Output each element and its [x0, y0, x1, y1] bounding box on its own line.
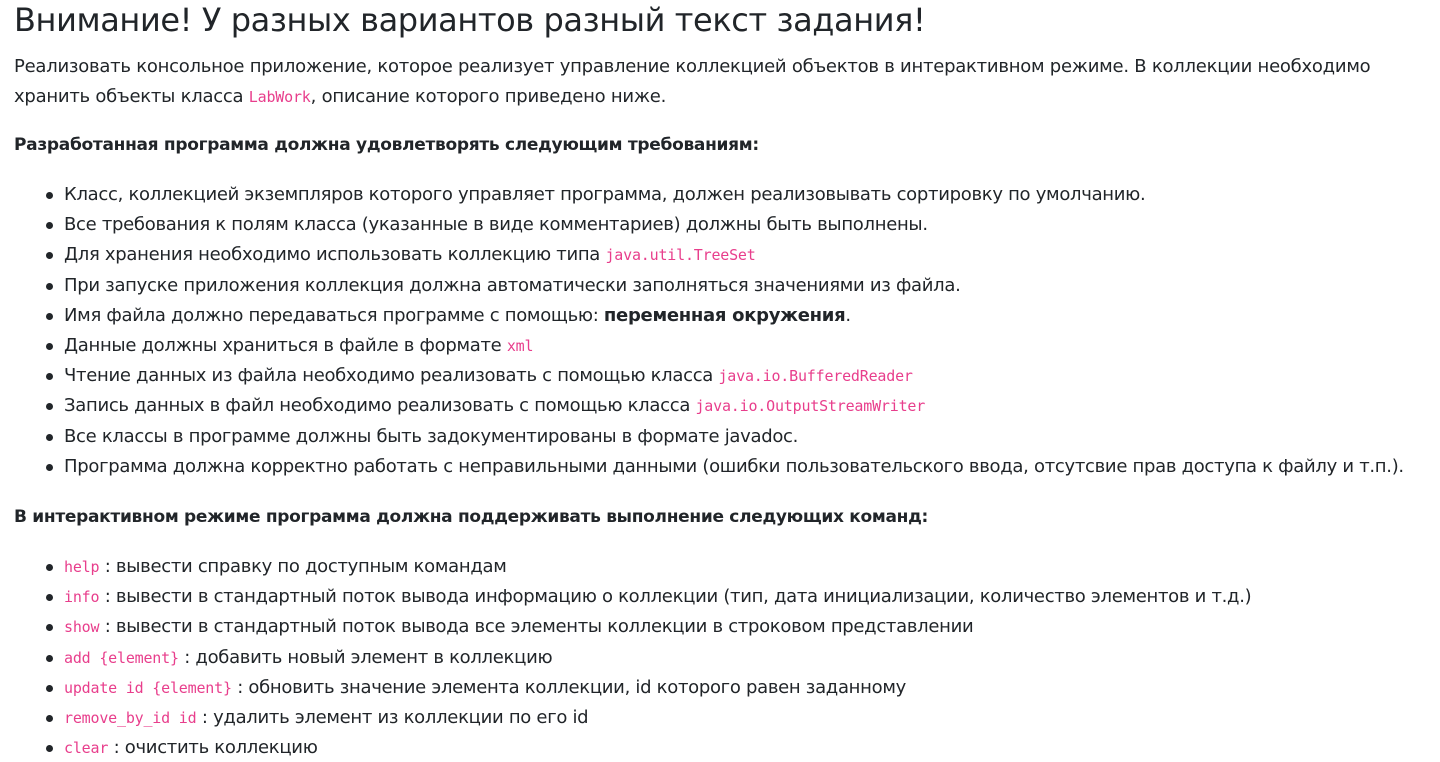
- command-code: info: [64, 588, 100, 607]
- command-code: show: [64, 618, 100, 637]
- command-description: : добавить новый элемент в коллекцию: [178, 646, 553, 668]
- requirement-text: Имя файла должно передаваться программе с помощью:: [64, 304, 604, 326]
- intro-text-after: , описание которого приведено ниже.: [310, 86, 667, 107]
- requirement-text: При запуске приложения коллекция должна автоматически заполняться значениями из файла.: [64, 274, 961, 296]
- requirement-text: Программа должна корректно работать с неправильными данными (ошибки пользовательского ввода, отсутсвие прав доступа к файлу и т.п.).: [64, 455, 1404, 477]
- command-item: [64, 612, 1251, 642]
- requirement-code: java.util.TreeSet: [605, 246, 756, 265]
- requirements-list: [14, 180, 1404, 482]
- requirement-code: java.io.BufferedReader: [718, 367, 913, 386]
- command-item: [64, 643, 1251, 673]
- requirement-text: Все требования к полям класса (указанные в виде комментариев) должны быть выполнены.: [64, 214, 928, 236]
- command-item: [64, 733, 1251, 762]
- command-description: : вывести в стандартный поток вывода информацию о коллекции (тип, дата инициализации, количество элементов и т.д.): [99, 586, 1252, 608]
- requirement-item: [64, 361, 1404, 391]
- requirement-item: [64, 240, 1404, 270]
- command-code: remove_by_id id: [64, 709, 197, 728]
- intro-paragraph: [14, 52, 1434, 112]
- requirement-after: .: [845, 304, 851, 326]
- command-code: update id {element}: [64, 678, 232, 697]
- command-item: [64, 582, 1251, 612]
- requirement-item: [64, 271, 1404, 301]
- command-item: [64, 673, 1251, 703]
- command-item: [64, 703, 1251, 733]
- requirement-item: [64, 422, 1404, 452]
- command-code: clear: [64, 739, 109, 758]
- intro-text-before: Реализовать консольное приложение, которое реализует управление коллекцией объектов в интерактивном режиме. В коллекции необходимо хранить объекты класса: [14, 56, 1371, 107]
- requirements-title: Разработанная программа должна удовлетворять следующим требованиям:: [14, 135, 759, 155]
- command-description: : удалить элемент из коллекции по его id: [196, 707, 589, 729]
- requirement-text: Данные должны храниться в файле в формате: [64, 335, 507, 357]
- requirement-item: [64, 210, 1404, 240]
- requirement-item: [64, 391, 1404, 421]
- requirement-item: [64, 301, 1404, 331]
- requirement-text: Для хранения необходимо использовать коллекцию типа: [64, 244, 606, 266]
- command-description: : вывести в стандартный поток вывода все элементы коллекции в строковом представлении: [99, 616, 974, 638]
- page-heading: Внимание! У разных вариантов разный текст задания!: [14, 1, 926, 39]
- requirement-text: Все классы в программе должны быть задокументированы в формате javadoc.: [64, 425, 799, 447]
- requirement-item: [64, 331, 1404, 361]
- requirement-item: [64, 180, 1404, 210]
- command-description: : очистить коллекцию: [108, 737, 318, 759]
- command-item: [64, 552, 1251, 582]
- command-description: : вывести справку по доступным командам: [99, 556, 507, 577]
- requirement-item: [64, 452, 1404, 482]
- command-description: : обновить значение элемента коллекции, id которого равен заданному: [231, 676, 906, 698]
- requirement-text: Запись данных в файл необходимо реализовать с помощью класса: [64, 395, 696, 417]
- requirement-text: Класс, коллекцией экземпляров которого управляет программа, должен реализовывать сортировку по умолчанию.: [64, 184, 1146, 205]
- requirement-code: java.io.OutputStreamWriter: [695, 397, 926, 416]
- commands-title: В интерактивном режиме программа должна поддерживать выполнение следующих команд:: [14, 507, 929, 527]
- requirement-code: xml: [506, 337, 534, 356]
- commands-list: [14, 552, 1251, 762]
- command-code: add {element}: [64, 648, 179, 667]
- command-code: help: [64, 558, 100, 576]
- requirement-strong: переменная окружения: [603, 304, 846, 326]
- intro-class-name: LabWork: [248, 88, 311, 106]
- requirement-text: Чтение данных из файла необходимо реализовать с помощью класса: [64, 365, 719, 387]
